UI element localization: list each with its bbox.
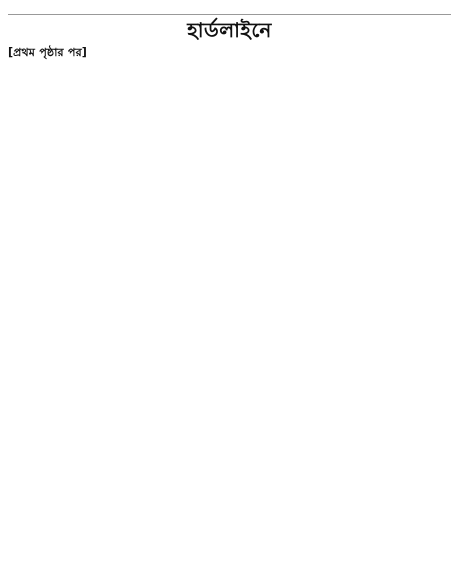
article-paragraph <box>8 45 451 60</box>
previous-article-strip <box>8 2 451 15</box>
article-headline: হার্ডলাইনে <box>187 18 272 42</box>
article-body <box>8 45 451 60</box>
continued-from-tag: [প্রথম পৃষ্ঠার পর] <box>8 46 87 59</box>
